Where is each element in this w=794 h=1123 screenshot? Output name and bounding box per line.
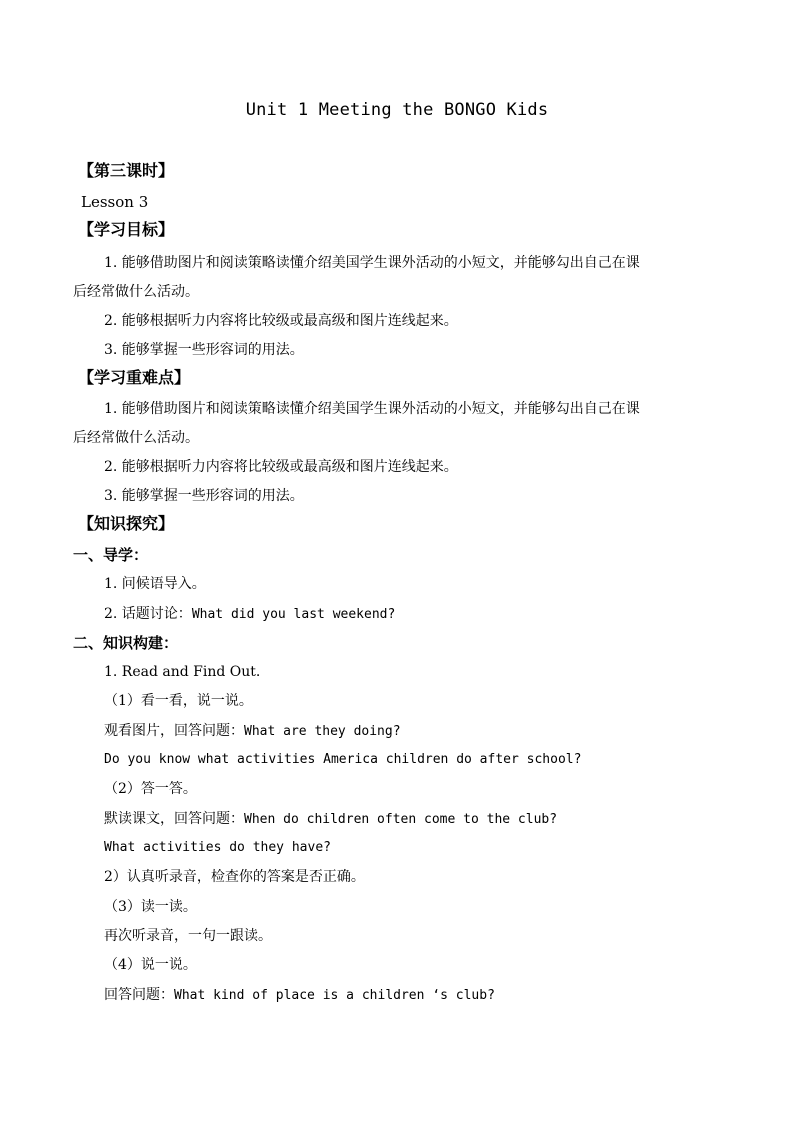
lesson-label: Lesson 3 <box>81 193 149 211</box>
step-3-text: 再次听录音，一句一跟读。 <box>104 928 272 944</box>
objective-2: 2. 能够根据听力内容将比较级或最高级和图片连线起来。 <box>104 313 458 329</box>
step-2: （2）答一答。 <box>104 781 197 797</box>
step-2-question: What activities do they have? <box>104 840 331 855</box>
step-4-prompt <box>104 985 495 1006</box>
explore-heading: 【知识探究】 <box>78 514 175 533</box>
objectives-heading: 【学习目标】 <box>78 220 175 239</box>
step-4-prompt-text: What kind of place is a children ‘s club? <box>174 988 495 1003</box>
step-2-prompt-prefix: 默读课文，回答问题： <box>104 811 244 827</box>
step-2-prompt-text: When do children often come to the club? <box>244 812 558 827</box>
step-1-prompt <box>104 721 401 742</box>
objective-1-line-2: 后经常做什么活动。 <box>73 284 199 300</box>
key-point-3: 3. 能够掌握一些形容词的用法。 <box>104 488 304 504</box>
step-1-question: Do you know what activities America children do after school? <box>104 752 582 767</box>
guide-heading: 一、导学： <box>73 546 149 564</box>
objective-3: 3. 能够掌握一些形容词的用法。 <box>104 342 304 358</box>
step-4-prompt-prefix: 回答问题： <box>104 987 174 1003</box>
key-points-heading: 【学习重难点】 <box>78 368 191 387</box>
step-2-prompt <box>104 809 557 830</box>
step-1-prompt-text: What are they doing? <box>244 724 401 739</box>
step-4: （4）说一说。 <box>104 957 197 973</box>
period-heading: 【第三课时】 <box>78 161 175 180</box>
step-2-check: 2）认真听录音，检查你的答案是否正确。 <box>104 869 365 885</box>
document-title: Unit 1 Meeting the BONGO Kids <box>245 100 549 120</box>
key-point-2: 2. 能够根据听力内容将比较级或最高级和图片连线起来。 <box>104 459 458 475</box>
guide-item-2-text: What did you last weekend? <box>191 607 396 622</box>
step-1-prompt-prefix: 观看图片，回答问题： <box>104 723 244 739</box>
key-point-1-line-1: 1. 能够借助图片和阅读策略读懂介绍美国学生课外活动的小短文，并能够勾出自己在课 <box>104 401 640 417</box>
step-1: （1）看一看，说一说。 <box>104 693 253 709</box>
guide-item-2-prefix: 2. 话题讨论： <box>104 606 192 622</box>
key-point-1-line-2: 后经常做什么活动。 <box>73 430 199 446</box>
objective-1-line-1: 1. 能够借助图片和阅读策略读懂介绍美国学生课外活动的小短文，并能够勾出自己在课 <box>104 255 640 271</box>
construct-heading: 二、知识构建： <box>73 634 179 652</box>
guide-item-2 <box>104 604 395 625</box>
guide-item-1: 1. 问候语导入。 <box>104 576 206 592</box>
construct-item-1: 1. Read and Find Out. <box>104 664 261 680</box>
step-3: （3）读一读。 <box>104 899 197 915</box>
